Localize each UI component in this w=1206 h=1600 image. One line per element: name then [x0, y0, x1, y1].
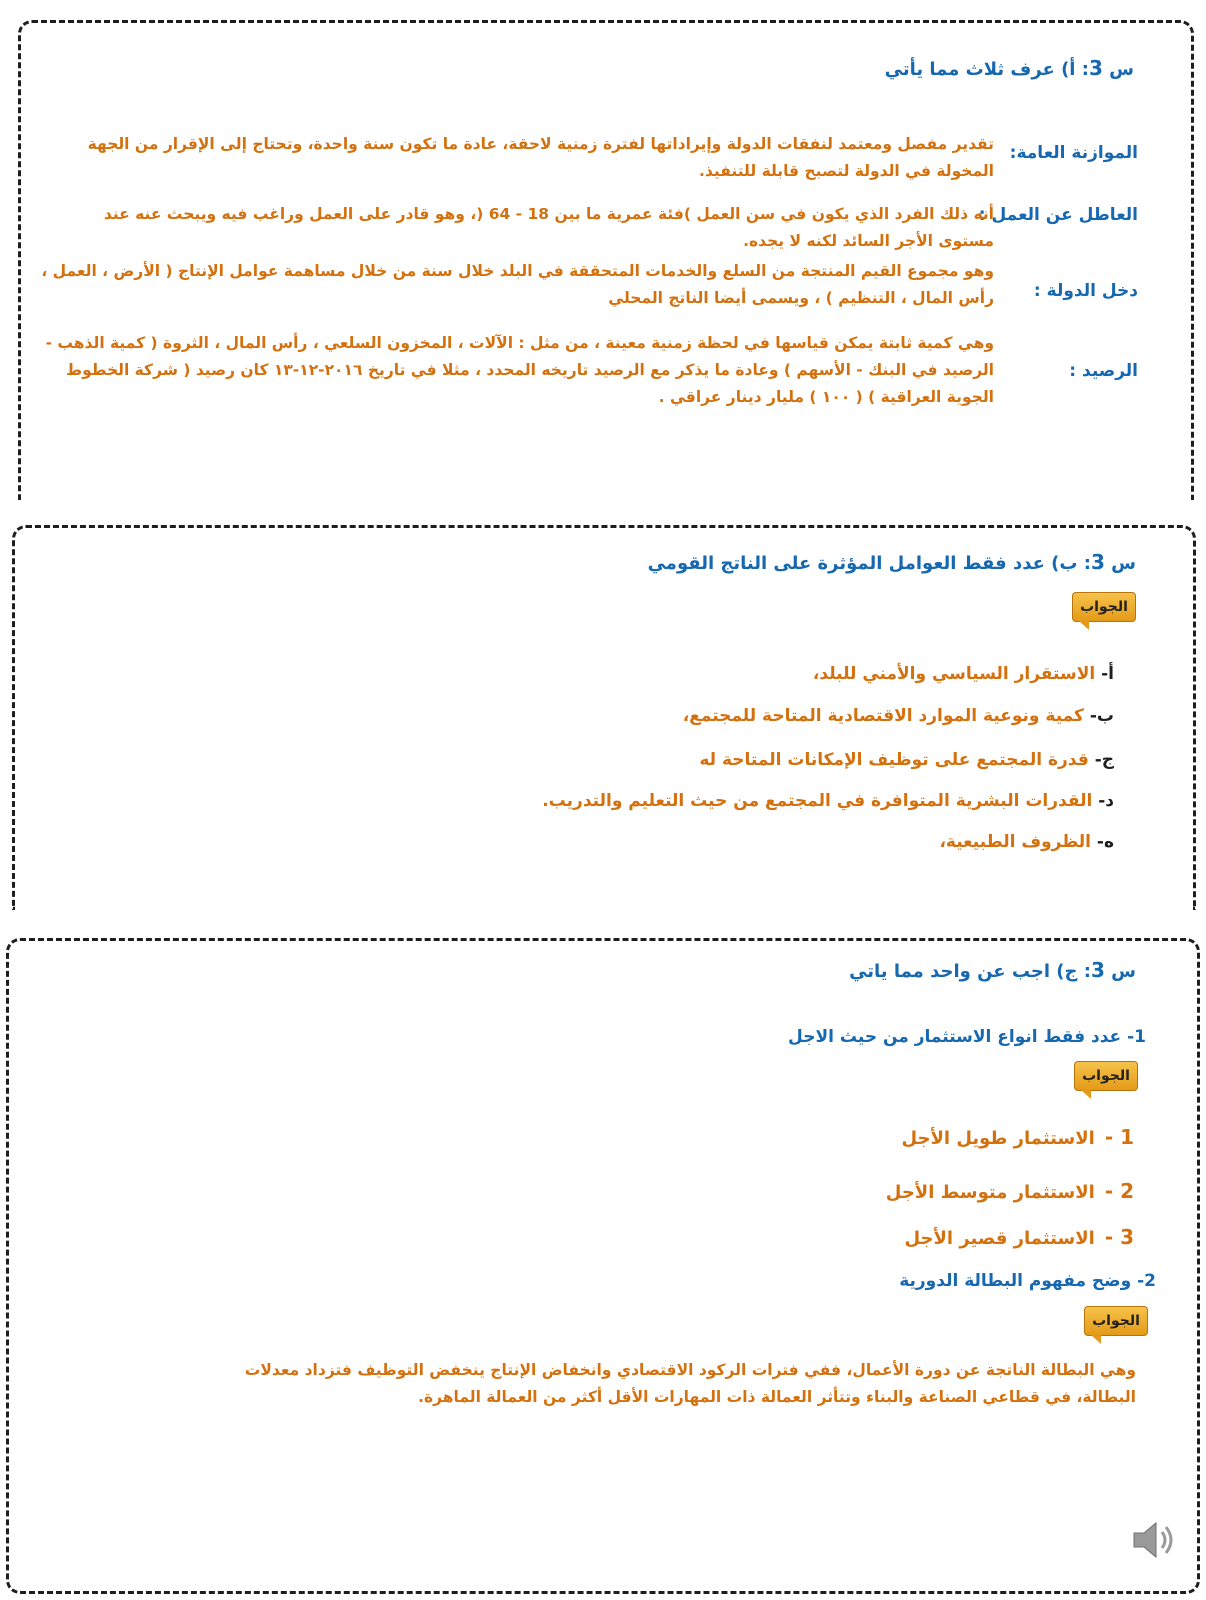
investment-item: 3 -الاستثمار قصير الأجل	[904, 1225, 1134, 1249]
section-b-title: س 3: ب) عدد فقط العوامل المؤثرة على الناتج القومي	[647, 550, 1136, 574]
definition-public-budget: تقدير مفصل ومعتمد لنفقات الدولة وإيراداتها لفترة زمنية لاحقة، عادة ما تكون سنة واحدة، وتحتاج إلى الإقرار من الجهة المخولة في الدولة لتصبح قابلة للتنفيذ.	[87, 135, 994, 180]
term-state-income: دخل الدولة :	[1033, 281, 1138, 301]
question-1: 1- عدد فقط انواع الاستثمار من حيث الاجل	[788, 1027, 1146, 1047]
factor-item: ب- كمية ونوعية الموارد الاقتصادية المتاحة للمجتمع،	[682, 706, 1114, 726]
term-unemployed: العاطل عن العمل :	[978, 205, 1138, 225]
cyclical-unemployment-answer: وهي البطالة الناتجة عن دورة الأعمال، ففي فترات الركود الاقتصادي وانخفاض الإنتاج ينخفض التوظيف فتزداد معدلات البطالة، في قطاعي الصناعة والبناء وتتأثر العمالة ذات المهارات الأقل أكثر من العمالة الماهرة.	[244, 1361, 1136, 1406]
answer-badge: الجواب	[1074, 1061, 1138, 1091]
answer-badge: الجواب	[1084, 1306, 1148, 1336]
section-c-title: س 3: ج) اجب عن واحد مما ياتي	[849, 958, 1136, 982]
term-public-budget: الموازنة العامة:	[1009, 143, 1138, 163]
question-2: 2- وضح مفهوم البطالة الدورية	[899, 1271, 1156, 1291]
section-a-title: س 3: أ) عرف ثلاث مما يأتي	[884, 56, 1134, 80]
factor-item: ج- قدرة المجتمع على توظيف الإمكانات المتاحة له	[699, 750, 1114, 770]
speaker-icon[interactable]	[1130, 1515, 1180, 1565]
investment-item: 2 -الاستثمار متوسط الأجل	[885, 1179, 1134, 1203]
definition-balance: وهي كمية ثابتة يمكن قياسها في لحظة زمنية معينة ، من مثل : الآلات ، المخزون السلعي ، رأس المال ، الثروة ( كمية الذهب - الرصيد في البنك - الأسهم ) وعادة ما يذكر مع الرصيد تاريخه المحدد ، مثلا في تاريخ ٢٠١٦-١٢-١٣ كان رصيد ( شركة الخطوط الجوية العراقية ) ( ١٠٠ ) مليار دينار عراقي .	[45, 334, 994, 406]
factor-item: أ- الاستقرار السياسي والأمني للبلد،	[812, 664, 1114, 684]
factor-item: د- القدرات البشرية المتوافرة في المجتمع من حيث التعليم والتدريب.	[542, 791, 1114, 811]
investment-item: 1 -الاستثمار طويل الأجل	[901, 1125, 1134, 1149]
factor-item: ه- الظروف الطبيعية،	[939, 832, 1114, 852]
definition-state-income: وهو مجموع القيم المنتجة من السلع والخدمات المتحققة في البلد خلال سنة من خلال مساهمة عوامل الإنتاج ( الأرض ، العمل ، رأس المال ، التنظيم ) ، ويسمى أيضا الناتج المحلي	[41, 262, 994, 307]
term-balance: الرصيد :	[1069, 361, 1138, 381]
definition-unemployed: أنه ذلك الفرد الذي يكون في سن العمل )فئة عمرية ما بين 18 - 64 (، وهو قادر على العمل وراغب فيه ويبحث عنه عند مستوى الأجر السائد لكنه لا يجده.	[103, 205, 994, 250]
answer-badge: الجواب	[1072, 592, 1136, 622]
